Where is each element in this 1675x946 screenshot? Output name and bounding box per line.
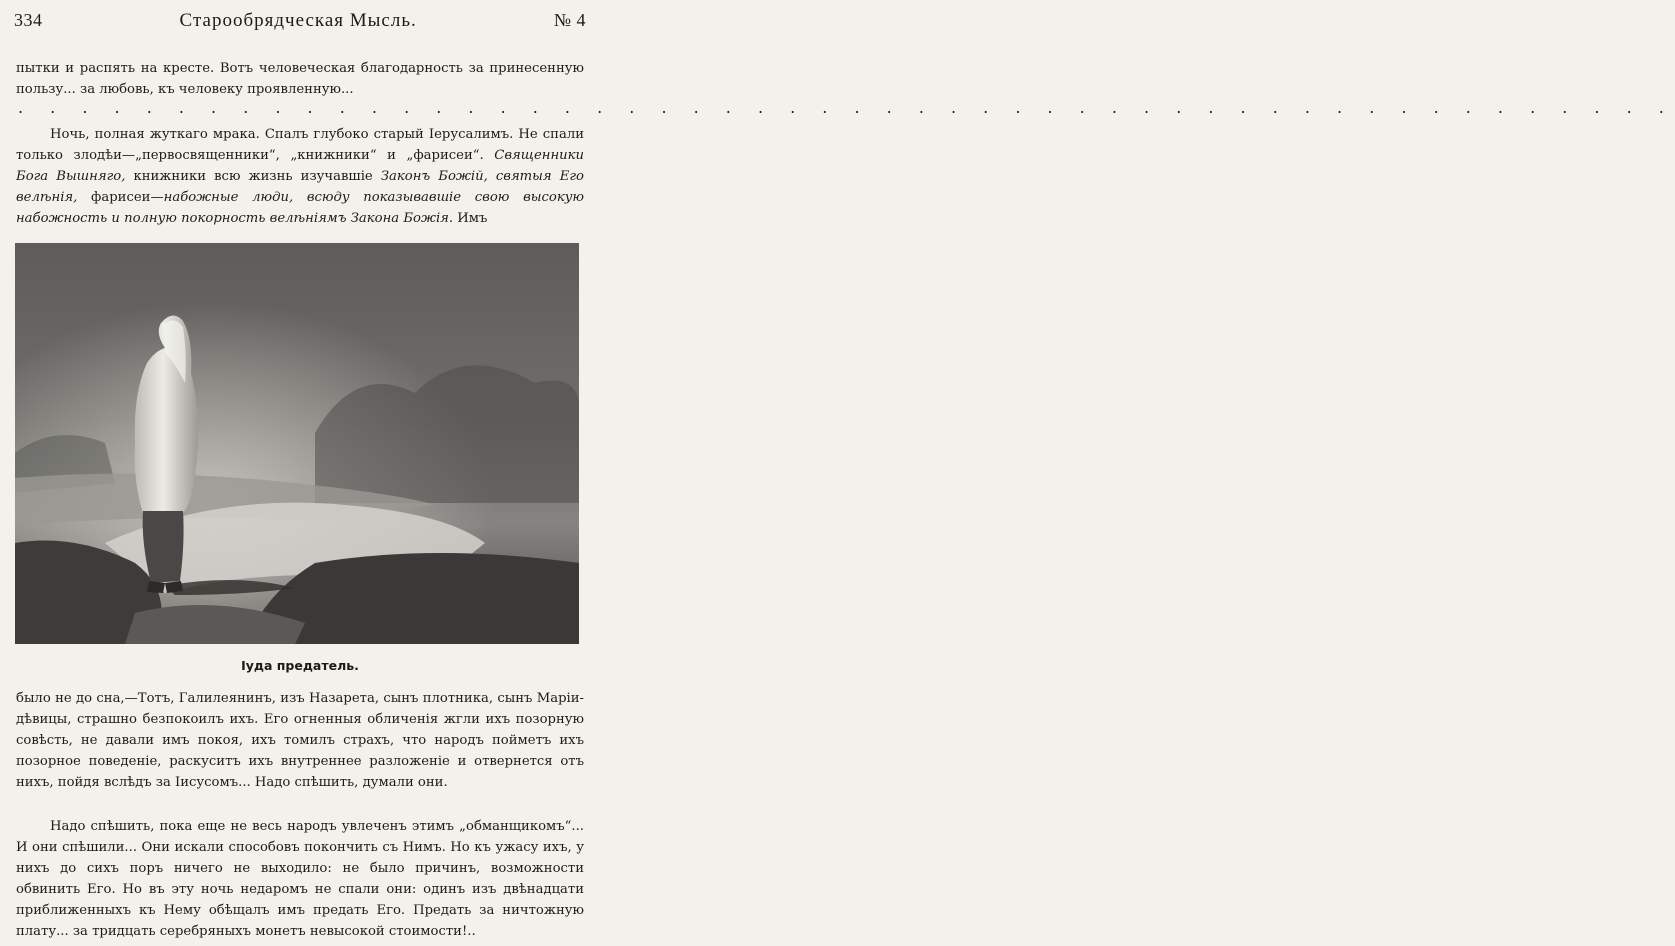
paragraph-hurry <box>16 816 584 942</box>
judas-photograph <box>15 243 579 644</box>
paragraph-night-italic-2: Законъ Божiй, святыя Его велѣнiя, <box>16 169 584 205</box>
page-number: 334 <box>14 10 43 30</box>
section-dots-divider: . . . . . . . . . . . . . . . . . . . . . . . . . . . . . . . . . . . . . . . . . . . . . . . . . . . . <box>18 98 1675 117</box>
paragraph-top: пытки и распять на кресте. Вотъ человеческая благодарность за принесенную пользу... за любовь, къ человеку проявленную... <box>16 61 584 97</box>
paragraph-night <box>16 124 584 229</box>
paragraph-night-text-3: фарисеи— <box>77 190 164 205</box>
paragraph-hurry-text: Надо спѣшить, пока еще не весь народъ увлеченъ этимъ „обманщикомъ“... И они спѣшили... Они искали способовъ покончить съ Нимъ. Но къ ужасу ихъ, у нихъ до сихъ поръ ничего не выходило: не было причинъ, возможности обвинить Его. Но въ эту ночь недаромъ не спали они: одинъ изъ двѣнадцати приближенныхъ къ Нему обѣщалъ имъ предать Его. Предать за ничтожную плату... за тридцать серебряныхъ монетъ невысокой стоимости!.. <box>16 819 584 939</box>
journal-title: Старообрядческая Мысль. <box>179 10 417 31</box>
paragraph-night-text-4: Имъ <box>453 211 488 226</box>
paragraph-night-text-1: Ночь, полная жуткаго мрака. Спалъ глубоко старый Iерусалимъ. Не спали только злодѣи—„первосвященники“, „книжники“ и „фарисеи“. <box>16 127 584 163</box>
paragraph-night-text-2: книжники всю жизнь изучавшiе <box>125 169 381 184</box>
page-header <box>14 10 586 40</box>
paragraph-night-italic-3: набожные люди, всюду показывавшiе свою высокую набожность и полную покорность велѣнiямъ Закона Божiя. <box>16 190 584 226</box>
paragraph-sleepless: было не до сна,—Тотъ, Галилеянинъ, изъ Назарета, сынъ плотника, сынъ Марiи-дѣвицы, страшно безпокоилъ ихъ. Его огненныя обличенiя жгли ихъ позорную совѣсть, не давали имъ покоя, ихъ томилъ страхъ, что народъ пойметъ ихъ позорное поведенiе, раскуситъ ихъ внутреннее разложенiе и отвернется отъ нихъ, пойдя вслѣдъ за Iисусомъ... Надо спѣшить, думали они. <box>16 691 584 790</box>
paragraph-night-italic-1: Священники Бога Вышняго, <box>16 148 584 184</box>
issue-number: № 4 <box>553 10 586 30</box>
photo-caption: Iуда предатель. <box>241 658 359 673</box>
